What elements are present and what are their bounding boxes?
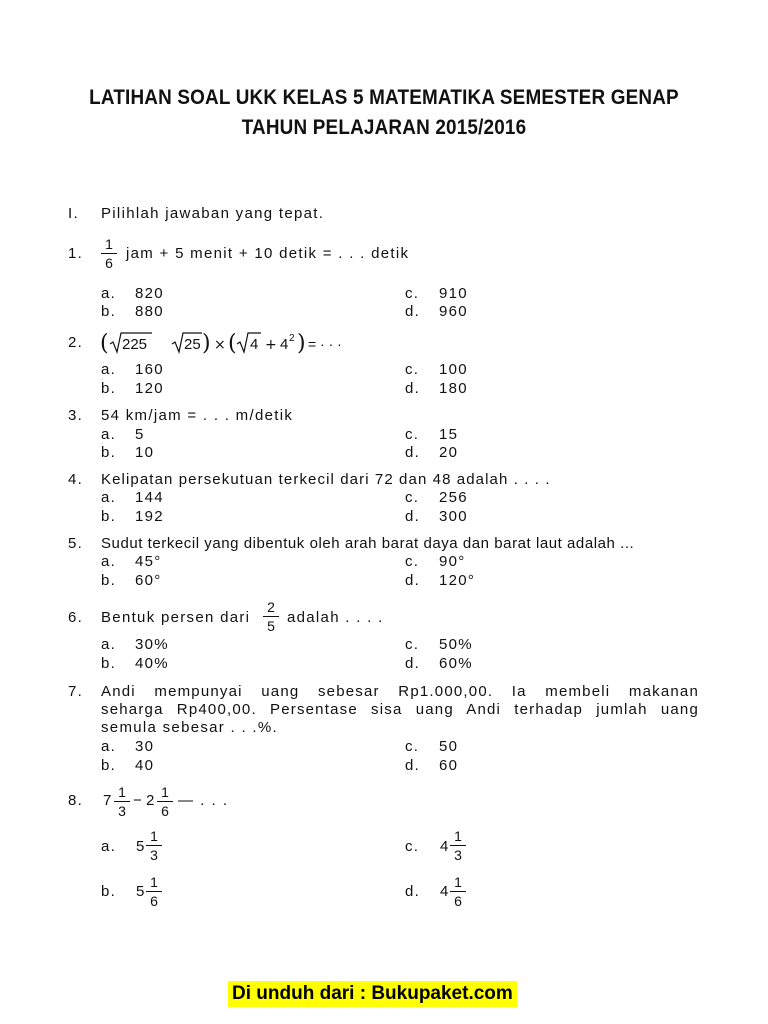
equals-dots: = · · · [308,336,342,352]
whole-number: 7 [103,792,112,809]
download-source-banner: Di unduh dari : Bukupaket.com [228,981,517,1007]
whole-number: 5 [136,883,145,900]
option-d: d. 120° [405,572,476,589]
svg-text:): ) [202,331,211,356]
question-number: 7. [68,683,84,700]
question-text-line-2: seharga Rp400,00. Persentase sisa uang Andi terhadap jumlah uang [101,701,699,718]
svg-text:+: + [265,337,277,353]
option-b: b. 880 [101,303,164,320]
option-b: b. 60° [101,572,162,589]
fraction: 1 3 [146,828,162,863]
fraction: 1 6 [157,784,173,819]
radicand-25: 25 [184,336,201,353]
option-label: a. [101,838,117,855]
denominator: 6 [105,255,113,271]
equals-dots: — . . . [178,792,229,809]
option-a: a. 30 [101,738,155,755]
radicand-225: 225 [122,336,148,353]
option-b: b. 10 [101,444,155,461]
fraction [101,236,117,271]
question-text-line-3: semula sebesar . . .%. [101,719,278,736]
radicand-4: 4 [250,336,259,353]
option-d: d. 60% [405,655,473,672]
question-number: 6. [68,609,84,626]
svg-text:): ) [297,331,306,356]
fraction [263,599,279,634]
section-instruction: Pilihlah jawaban yang tepat. [101,205,325,222]
option-d: d. 20 [405,444,459,461]
numerator: 1 [105,236,113,252]
option-d: d. 60 [405,757,459,774]
option-a: a. 820 [101,285,164,302]
option-c: c. 910 [405,285,468,302]
question-number: 5. [68,535,84,552]
option-label: c. [405,838,420,855]
fraction: 1 3 [450,828,466,863]
option-b: b. 40 [101,757,155,774]
svg-text:(: ( [100,331,109,356]
option-label: d. [405,883,421,900]
base-4: 4 [280,336,289,353]
option-d: d. 960 [405,303,468,320]
question-number: 1. [68,245,84,262]
option-a: a. 144 [101,489,164,506]
exponent-2: 2 [289,333,295,344]
question-number: 2. [68,334,84,351]
option-c: c. 50 [405,738,459,755]
option-c: c. 50% [405,636,473,653]
option-b: b. 40% [101,655,169,672]
numerator: 2 [267,599,275,615]
question-text-pre: Bentuk persen dari [101,609,251,626]
question-text: Sudut terkecil yang dibentuk oleh arah barat daya dan barat laut adalah ... [101,535,635,552]
whole-number: 2 [146,792,155,809]
document-subtitle: TAHUN PELAJARAN 2015/2016 [241,116,527,139]
question-text: jam + 5 menit + 10 detik = . . . detik [126,245,410,262]
option-b: b. 192 [101,508,164,525]
question-number: 4. [68,471,84,488]
question-text-post: adalah . . . . [287,609,384,626]
option-c: c. 90° [405,553,466,570]
whole-number: 4 [440,883,449,900]
option-a: a. 30% [101,636,169,653]
option-a: a. 160 [101,361,164,378]
whole-number: 4 [440,838,449,855]
option-c: c. 15 [405,426,459,443]
option-b: b. 120 [101,380,164,397]
svg-text:×: × [214,337,226,353]
denominator: 5 [267,618,275,634]
whole-number: 5 [136,838,145,855]
document-title: LATIHAN SOAL UKK KELAS 5 MATEMATIKA SEMESTER GENAP [89,86,679,109]
option-c: c. 256 [405,489,468,506]
fraction: 1 6 [146,874,162,909]
option-a: a. 45° [101,553,162,570]
section-numeral: I. [68,205,79,222]
option-d: d. 180 [405,380,468,397]
question-text-line-1: Andi mempunyai uang sebesar Rp1.000,00. Ia membeli makanan [101,683,699,700]
option-c: c. 100 [405,361,468,378]
option-d: d. 300 [405,508,468,525]
question-number: 8. [68,792,84,809]
minus-sign: − [133,792,142,809]
question-number: 3. [68,407,84,424]
option-a: a. 5 [101,426,145,443]
svg-text:(: ( [228,331,237,356]
option-label: b. [101,883,117,900]
fraction: 1 3 [114,784,130,819]
fraction: 1 6 [450,874,466,909]
question-text: Kelipatan persekutuan terkecil dari 72 dan 48 adalah . . . . [101,471,551,488]
radical-expression [100,328,362,358]
question-text: 54 km/jam = . . . m/detik [101,407,294,424]
